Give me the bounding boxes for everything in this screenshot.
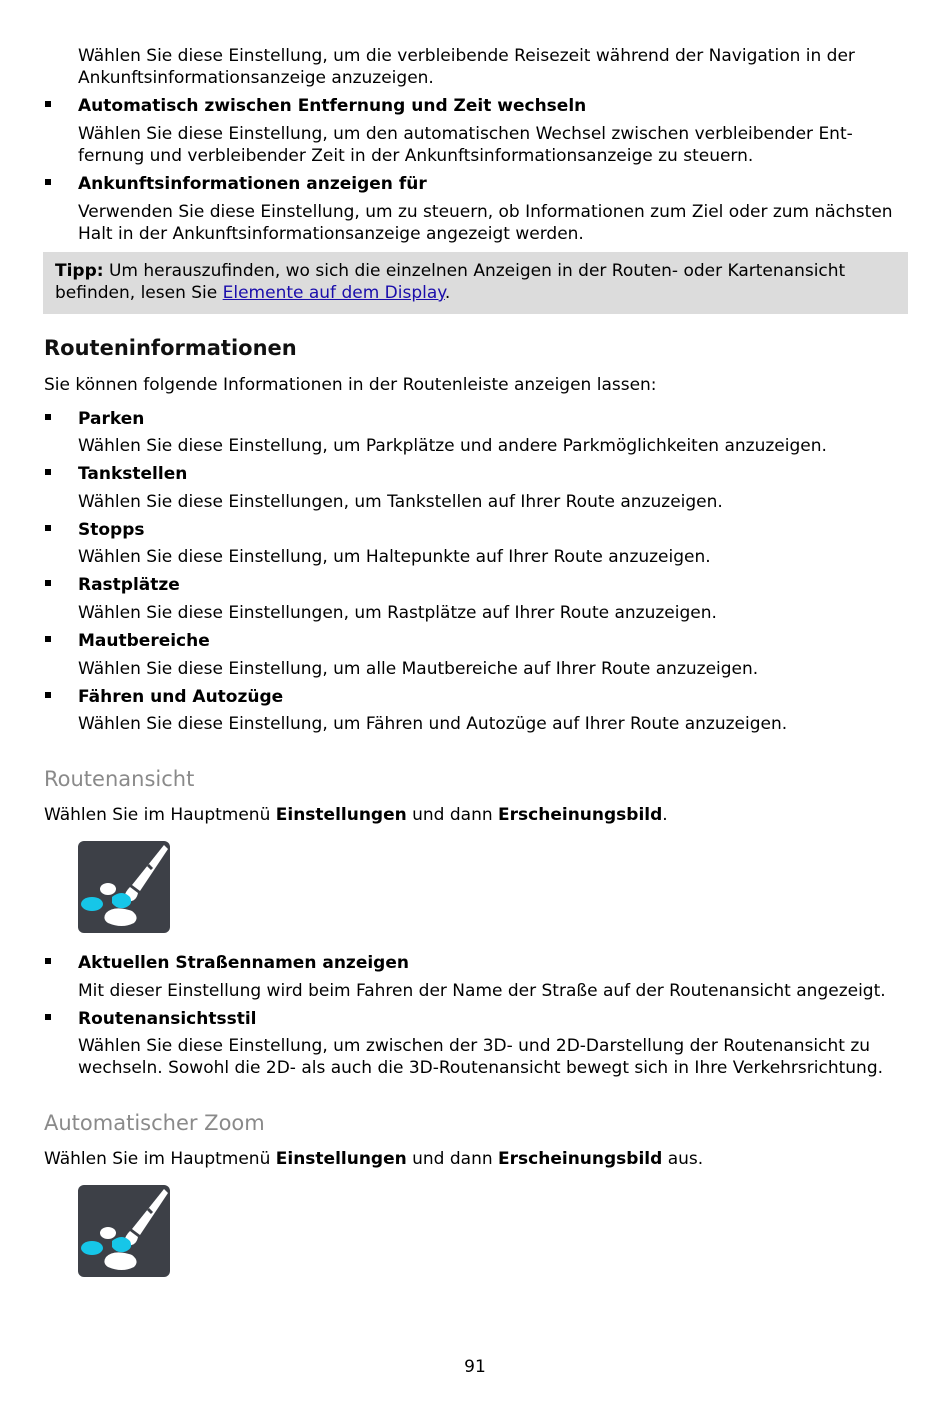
- tip-text-line2-pre: befinden, lesen Sie: [55, 283, 223, 303]
- item-title-gas-stations: Tankstellen: [78, 464, 188, 484]
- intro-text: und dann: [406, 805, 499, 825]
- bullet-icon: [45, 525, 51, 531]
- intro-text: .: [662, 805, 668, 825]
- bullet-icon: [45, 469, 51, 475]
- item-desc-line1: Wählen Sie diese Einstellung, um den automatischen Wechsel zwischen verbleibender Ent-: [78, 124, 853, 144]
- item-desc-line2: fernung und verbleibender Zeit in der Ankunftsinformationsanzeige zu steuern.: [78, 146, 754, 166]
- item-title-stops: Stopps: [78, 520, 145, 540]
- intro-text: Wählen Sie im Hauptmenü: [44, 805, 276, 825]
- tip-label: Tipp:: [55, 261, 104, 281]
- page-number: 91: [464, 1357, 486, 1377]
- item-title-auto-switch: Automatisch zwischen Entfernung und Zeit wechseln: [78, 96, 587, 116]
- tip-box: [43, 252, 908, 314]
- bullet-icon: [45, 101, 51, 107]
- route-view-intro: [44, 804, 668, 826]
- item-desc-line1: Verwenden Sie diese Einstellung, um zu steuern, ob Informationen zum Ziel oder zum nächsten: [78, 202, 893, 222]
- item-desc: Wählen Sie diese Einstellung, um alle Mautbereiche auf Ihrer Route anzuzeigen.: [78, 659, 759, 679]
- item-title-toll-areas: Mautbereiche: [78, 631, 210, 651]
- item-title-ferries: Fähren und Autozüge: [78, 687, 284, 707]
- intro-text: aus.: [662, 1149, 704, 1169]
- bullet-icon: [45, 414, 51, 420]
- bullet-icon: [45, 958, 51, 964]
- heading-auto-zoom: Automatischer Zoom: [44, 1111, 265, 1135]
- tip-text-line2-post: .: [444, 283, 451, 303]
- heading-route-view: Routenansicht: [44, 767, 195, 791]
- tip-text-line1: Um herauszufinden, wo sich die einzelnen Anzeigen in der Routen- oder Kartenansicht: [103, 261, 846, 281]
- item-desc-line2: wechseln. Sowohl die 2D- als auch die 3D-Routenansicht bewegt sich in Ihre Verkehrsrichtung.: [78, 1058, 884, 1078]
- bullet-icon: [45, 179, 51, 185]
- menu-appearance-label: Erscheinungsbild: [498, 1149, 663, 1169]
- item-desc-line1: Wählen Sie diese Einstellung, um zwischen der 3D- und 2D-Darstellung der Routenansicht zu: [78, 1036, 871, 1056]
- menu-settings-label: Einstellungen: [275, 1149, 407, 1169]
- intro-text: Wählen Sie im Hauptmenü: [44, 1149, 276, 1169]
- item-desc: Wählen Sie diese Einstellungen, um Rastplätze auf Ihrer Route anzuzeigen.: [78, 603, 717, 623]
- item-desc: Wählen Sie diese Einstellung, um Haltepunkte auf Ihrer Route anzuzeigen.: [78, 547, 711, 567]
- heading-route-info: Routeninformationen: [44, 336, 297, 360]
- appearance-brush-icon: [78, 841, 170, 933]
- item-desc-line1: Mit dieser Einstellung wird beim Fahren der Name der Straße auf der Routenansicht angezeigt.: [78, 981, 886, 1001]
- menu-appearance-label: Erscheinungsbild: [498, 805, 663, 825]
- item-desc-line2: Halt in der Ankunftsinformationsanzeige angezeigt werden.: [78, 224, 584, 244]
- item-title-route-view-style: Routenansichtsstil: [78, 1009, 257, 1029]
- item-desc: Wählen Sie diese Einstellungen, um Tankstellen auf Ihrer Route anzuzeigen.: [78, 492, 723, 512]
- auto-zoom-intro: [44, 1148, 703, 1170]
- item-title-arrival-info: Ankunftsinformationen anzeigen für: [78, 174, 427, 194]
- item-title-rest-areas: Rastplätze: [78, 575, 180, 595]
- bullet-icon: [45, 692, 51, 698]
- item-title-parking: Parken: [78, 409, 145, 429]
- bullet-icon: [45, 580, 51, 586]
- appearance-brush-icon: [78, 1185, 170, 1277]
- bullet-icon: [45, 636, 51, 642]
- display-elements-link[interactable]: Elemente auf dem Display: [222, 283, 445, 303]
- bullet-icon: [45, 1014, 51, 1020]
- intro-text: und dann: [406, 1149, 499, 1169]
- item-title-street-name: Aktuellen Straßennamen anzeigen: [78, 953, 409, 973]
- intro-text-line2: Ankunftsinformationsanzeige anzuzeigen.: [78, 68, 434, 88]
- item-desc: Wählen Sie diese Einstellung, um Parkplätze und andere Parkmöglichkeiten anzuzeigen.: [78, 436, 827, 456]
- intro-text-line1: Wählen Sie diese Einstellung, um die verbleibende Reisezeit während der Navigation in der: [78, 46, 855, 66]
- menu-settings-label: Einstellungen: [275, 805, 407, 825]
- item-desc: Wählen Sie diese Einstellung, um Fähren und Autozüge auf Ihrer Route anzuzeigen.: [78, 714, 788, 734]
- route-info-intro: Sie können folgende Informationen in der Routenleiste anzeigen lassen:: [44, 375, 657, 395]
